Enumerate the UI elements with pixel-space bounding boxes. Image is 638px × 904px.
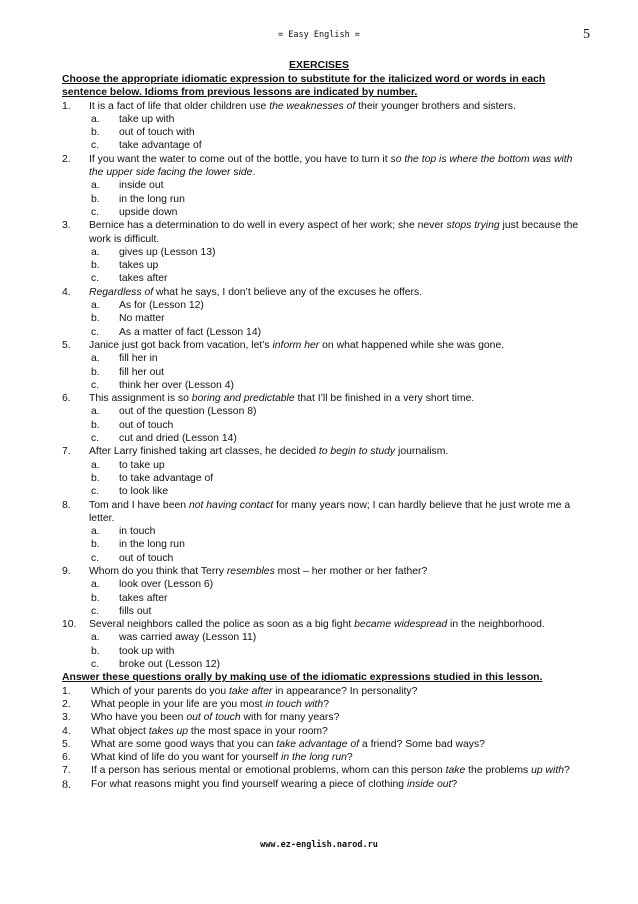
question-item (62, 219, 584, 246)
oral-question-item (62, 725, 584, 738)
answer-option (62, 459, 584, 472)
option-letter: c. (91, 326, 100, 338)
option-text: fill her out (119, 366, 165, 378)
question-text: most – her mother or her father? (274, 565, 428, 577)
option-letter: c. (91, 379, 100, 391)
part2-question-list (62, 685, 584, 791)
question-text: Bernice has a determination to do well in every aspect of her work; she never (89, 220, 447, 232)
question-text: the problems (465, 765, 532, 777)
option-text: out of touch (119, 419, 174, 431)
question-number: 5. (62, 339, 71, 351)
question-text: ? (323, 698, 329, 710)
question-text: Janice just got back from vacation, let’s (89, 339, 273, 351)
italicized-phrase: Regardless of (89, 286, 154, 298)
option-letter: b. (91, 260, 100, 272)
italicized-phrase: take advantage of (276, 738, 360, 750)
answer-option (62, 552, 584, 565)
part2-instruction: Answer these questions orally by making use of the idiomatic expressions studied in this lesson. (62, 672, 543, 684)
question-number: 8. (62, 499, 71, 511)
question-text: Which of your parents do you (91, 685, 230, 697)
option-letter: b. (91, 645, 100, 657)
option-text: out of touch (119, 552, 174, 564)
question-number: 8. (62, 776, 71, 791)
question-text: the most space in your room? (188, 725, 328, 737)
italicized-phrase: out of touch (186, 712, 241, 724)
option-letter: b. (91, 419, 100, 431)
question-text: It is a fact of life that older children use (89, 100, 270, 112)
question-text: Several neighbors called the police as soon as a big fight (89, 619, 355, 631)
option-text: to look like (119, 486, 169, 498)
italicized-phrase: became widespread (354, 619, 448, 631)
option-text: takes after (119, 592, 168, 604)
question-number: 1. (62, 100, 71, 112)
question-text: ? (346, 752, 353, 764)
footer-url: www.ez-english.narod.ru (260, 840, 378, 850)
oral-question-item (62, 751, 584, 764)
option-text: took up with (119, 645, 175, 657)
option-text: out of touch with (119, 127, 195, 139)
question-item (62, 445, 584, 458)
answer-option (62, 405, 584, 418)
italicized-phrase: so the top is where the bottom was with the upper side facing the lower side (89, 153, 573, 179)
option-letter: a. (91, 246, 100, 258)
answer-option (62, 592, 584, 605)
option-letter: c. (91, 433, 100, 445)
option-letter: c. (91, 659, 100, 671)
answer-option (62, 206, 584, 219)
answer-option (62, 193, 584, 206)
question-text: . (252, 167, 256, 179)
italicized-phrase: stops trying (446, 220, 500, 232)
question-text: What kind of life do you want for yourself (91, 752, 282, 764)
italicized-phrase: the weaknesses of (269, 100, 356, 112)
italicized-phrase: take after (229, 685, 273, 697)
answer-option (62, 578, 584, 591)
option-text: As a matter of fact (Lesson 14) (119, 326, 262, 338)
answer-option (62, 312, 584, 325)
option-text: upside down (119, 206, 178, 218)
question-number: 6. (62, 752, 71, 764)
question-text: What object (91, 725, 149, 737)
option-text: fills out (119, 605, 152, 617)
option-text: in the long run (119, 193, 185, 205)
answer-option (62, 432, 584, 445)
answer-option (62, 419, 584, 432)
question-text: Whom do you think that Terry (89, 565, 227, 577)
question-number: 3. (62, 712, 71, 724)
option-text: takes after (119, 273, 168, 285)
exercise-content (62, 73, 584, 791)
question-item (62, 339, 584, 352)
italicized-phrase: in the long run (281, 752, 347, 764)
option-letter: a. (91, 300, 100, 312)
italicized-phrase: not having contact (188, 499, 274, 511)
question-text: what he says, I don’t believe any of the excuses he offers. (153, 286, 423, 298)
question-number: 9. (62, 565, 71, 577)
option-text: take advantage of (119, 140, 202, 152)
answer-option (62, 113, 584, 126)
question-text: ? (564, 765, 570, 777)
oral-question-item (62, 685, 584, 698)
option-text: cut and dried (Lesson 14) (119, 433, 237, 445)
option-text: gives up (Lesson 13) (119, 246, 216, 258)
option-letter: c. (91, 552, 100, 564)
question-item (62, 565, 584, 578)
exercises-title: EXERCISES (288, 59, 350, 71)
question-text: For what reasons might you find yourself wearing a piece of clothing (91, 778, 407, 790)
italicized-phrase: takes up (148, 725, 189, 737)
answer-option (62, 472, 584, 485)
question-text: just because the work is difficult. (89, 220, 579, 245)
question-number: 5. (62, 738, 71, 750)
answer-option (62, 605, 584, 618)
question-text: What are some good ways that you can (91, 738, 277, 750)
answer-option (62, 379, 584, 392)
italicized-phrase: take (445, 765, 466, 777)
oral-question-item (62, 698, 584, 711)
option-text: look over (Lesson 6) (119, 579, 214, 591)
option-letter: a. (91, 526, 100, 538)
question-number: 4. (62, 725, 71, 737)
option-text: think her over (Lesson 4) (119, 379, 234, 391)
answer-option (62, 525, 584, 538)
question-number: 10. (62, 619, 77, 631)
question-text: that I’ll be finished in a very short time. (294, 393, 475, 405)
answer-option (62, 139, 584, 152)
question-item (62, 618, 584, 631)
italicized-phrase: boring and predictable (191, 393, 295, 405)
question-number: 7. (62, 765, 71, 777)
option-letter: b. (91, 127, 100, 139)
answer-option (62, 352, 584, 365)
option-letter: c. (91, 605, 100, 617)
page-number: 5 (583, 27, 590, 42)
question-text: in the neighborhood. (447, 619, 545, 631)
question-text: If you want the water to come out of the bottle, you have to turn it (89, 153, 391, 165)
option-text: in touch (119, 526, 156, 538)
question-text: a friend? Some bad ways? (359, 738, 485, 750)
option-text: out of the question (Lesson 8) (119, 406, 257, 418)
question-item (62, 286, 584, 299)
option-letter: b. (91, 193, 100, 205)
italicized-phrase: inside out (406, 778, 452, 790)
question-text: Who have you been (91, 712, 187, 724)
option-text: fill her in (119, 353, 158, 365)
option-letter: b. (91, 539, 100, 551)
part1-question-list (62, 100, 584, 672)
italicized-phrase: to begin to study (318, 446, 396, 458)
question-item (62, 392, 584, 405)
option-letter: a. (91, 353, 100, 365)
question-item (62, 499, 584, 526)
question-text: Tom and I have been (89, 499, 189, 511)
option-letter: a. (91, 579, 100, 591)
answer-option (62, 246, 584, 259)
italicized-phrase: resembles (226, 565, 275, 577)
question-number: 6. (62, 393, 71, 405)
option-letter: c. (91, 206, 100, 218)
question-number: 7. (62, 446, 71, 458)
answer-option (62, 259, 584, 272)
oral-question-item (62, 778, 584, 791)
option-text: to take advantage of (119, 472, 214, 484)
oral-question-item (62, 738, 584, 751)
question-text: After Larry finished taking art classes, he decided (89, 446, 319, 458)
question-text: journalism. (395, 446, 449, 458)
question-number: 1. (62, 685, 71, 697)
running-header: = Easy English = (278, 30, 360, 40)
question-text: ? (451, 778, 458, 790)
question-text: for many years now; I can hardly believe that he just wrote me a letter. (89, 499, 571, 524)
option-text: takes up (119, 260, 159, 272)
option-letter: a. (91, 113, 100, 125)
italicized-phrase: inform her (272, 339, 320, 351)
question-item (62, 153, 584, 180)
option-letter: a. (91, 632, 100, 644)
part1-instruction: Choose the appropriate idiomatic expression to substitute for the italicized word or words in each sentence below. Idioms from previous lessons are indicated by number. (62, 74, 546, 99)
question-item (62, 100, 584, 113)
option-text: broke out (Lesson 12) (119, 659, 221, 671)
answer-option (62, 126, 584, 139)
option-letter: b. (91, 592, 100, 604)
question-number: 3. (62, 220, 71, 232)
option-text: No matter (119, 313, 165, 325)
answer-option (62, 272, 584, 285)
option-letter: a. (91, 459, 100, 471)
italicized-phrase: in touch with (265, 698, 324, 710)
answer-option (62, 658, 584, 671)
question-number: 4. (62, 286, 71, 298)
option-text: As for (Lesson 12) (119, 300, 204, 312)
question-text: What people in your life are you most (91, 698, 266, 710)
question-text: their younger brothers and sisters. (355, 100, 516, 112)
question-text: If a person has serious mental or emotional problems, whom can this person (91, 765, 446, 777)
answer-option (62, 326, 584, 339)
option-letter: b. (91, 313, 100, 325)
option-text: in the long run (119, 539, 185, 551)
option-letter: c. (91, 486, 100, 498)
answer-option (62, 179, 584, 192)
answer-option (62, 485, 584, 498)
option-letter: a. (91, 180, 100, 192)
question-text: on what happened while she was gone. (319, 339, 505, 351)
answer-option (62, 538, 584, 551)
answer-option (62, 631, 584, 644)
question-text: This assignment is so (89, 393, 192, 405)
italicized-phrase: up with (531, 765, 565, 777)
option-letter: c. (91, 273, 100, 285)
option-text: inside out (119, 180, 164, 192)
oral-question-item (62, 711, 584, 724)
oral-question-item (62, 764, 584, 777)
question-text: with for many years? (240, 712, 340, 724)
question-number: 2. (62, 153, 71, 165)
option-text: take up with (119, 113, 175, 125)
option-text: to take up (119, 459, 165, 471)
answer-option (62, 366, 584, 379)
option-letter: a. (91, 406, 100, 418)
answer-option (62, 645, 584, 658)
answer-option (62, 299, 584, 312)
question-text: in appearance? In personality? (272, 685, 418, 697)
option-text: was carried away (Lesson 11) (119, 632, 257, 644)
option-letter: b. (91, 472, 100, 484)
option-letter: b. (91, 366, 100, 378)
question-number: 2. (62, 698, 71, 710)
option-letter: c. (91, 140, 100, 152)
